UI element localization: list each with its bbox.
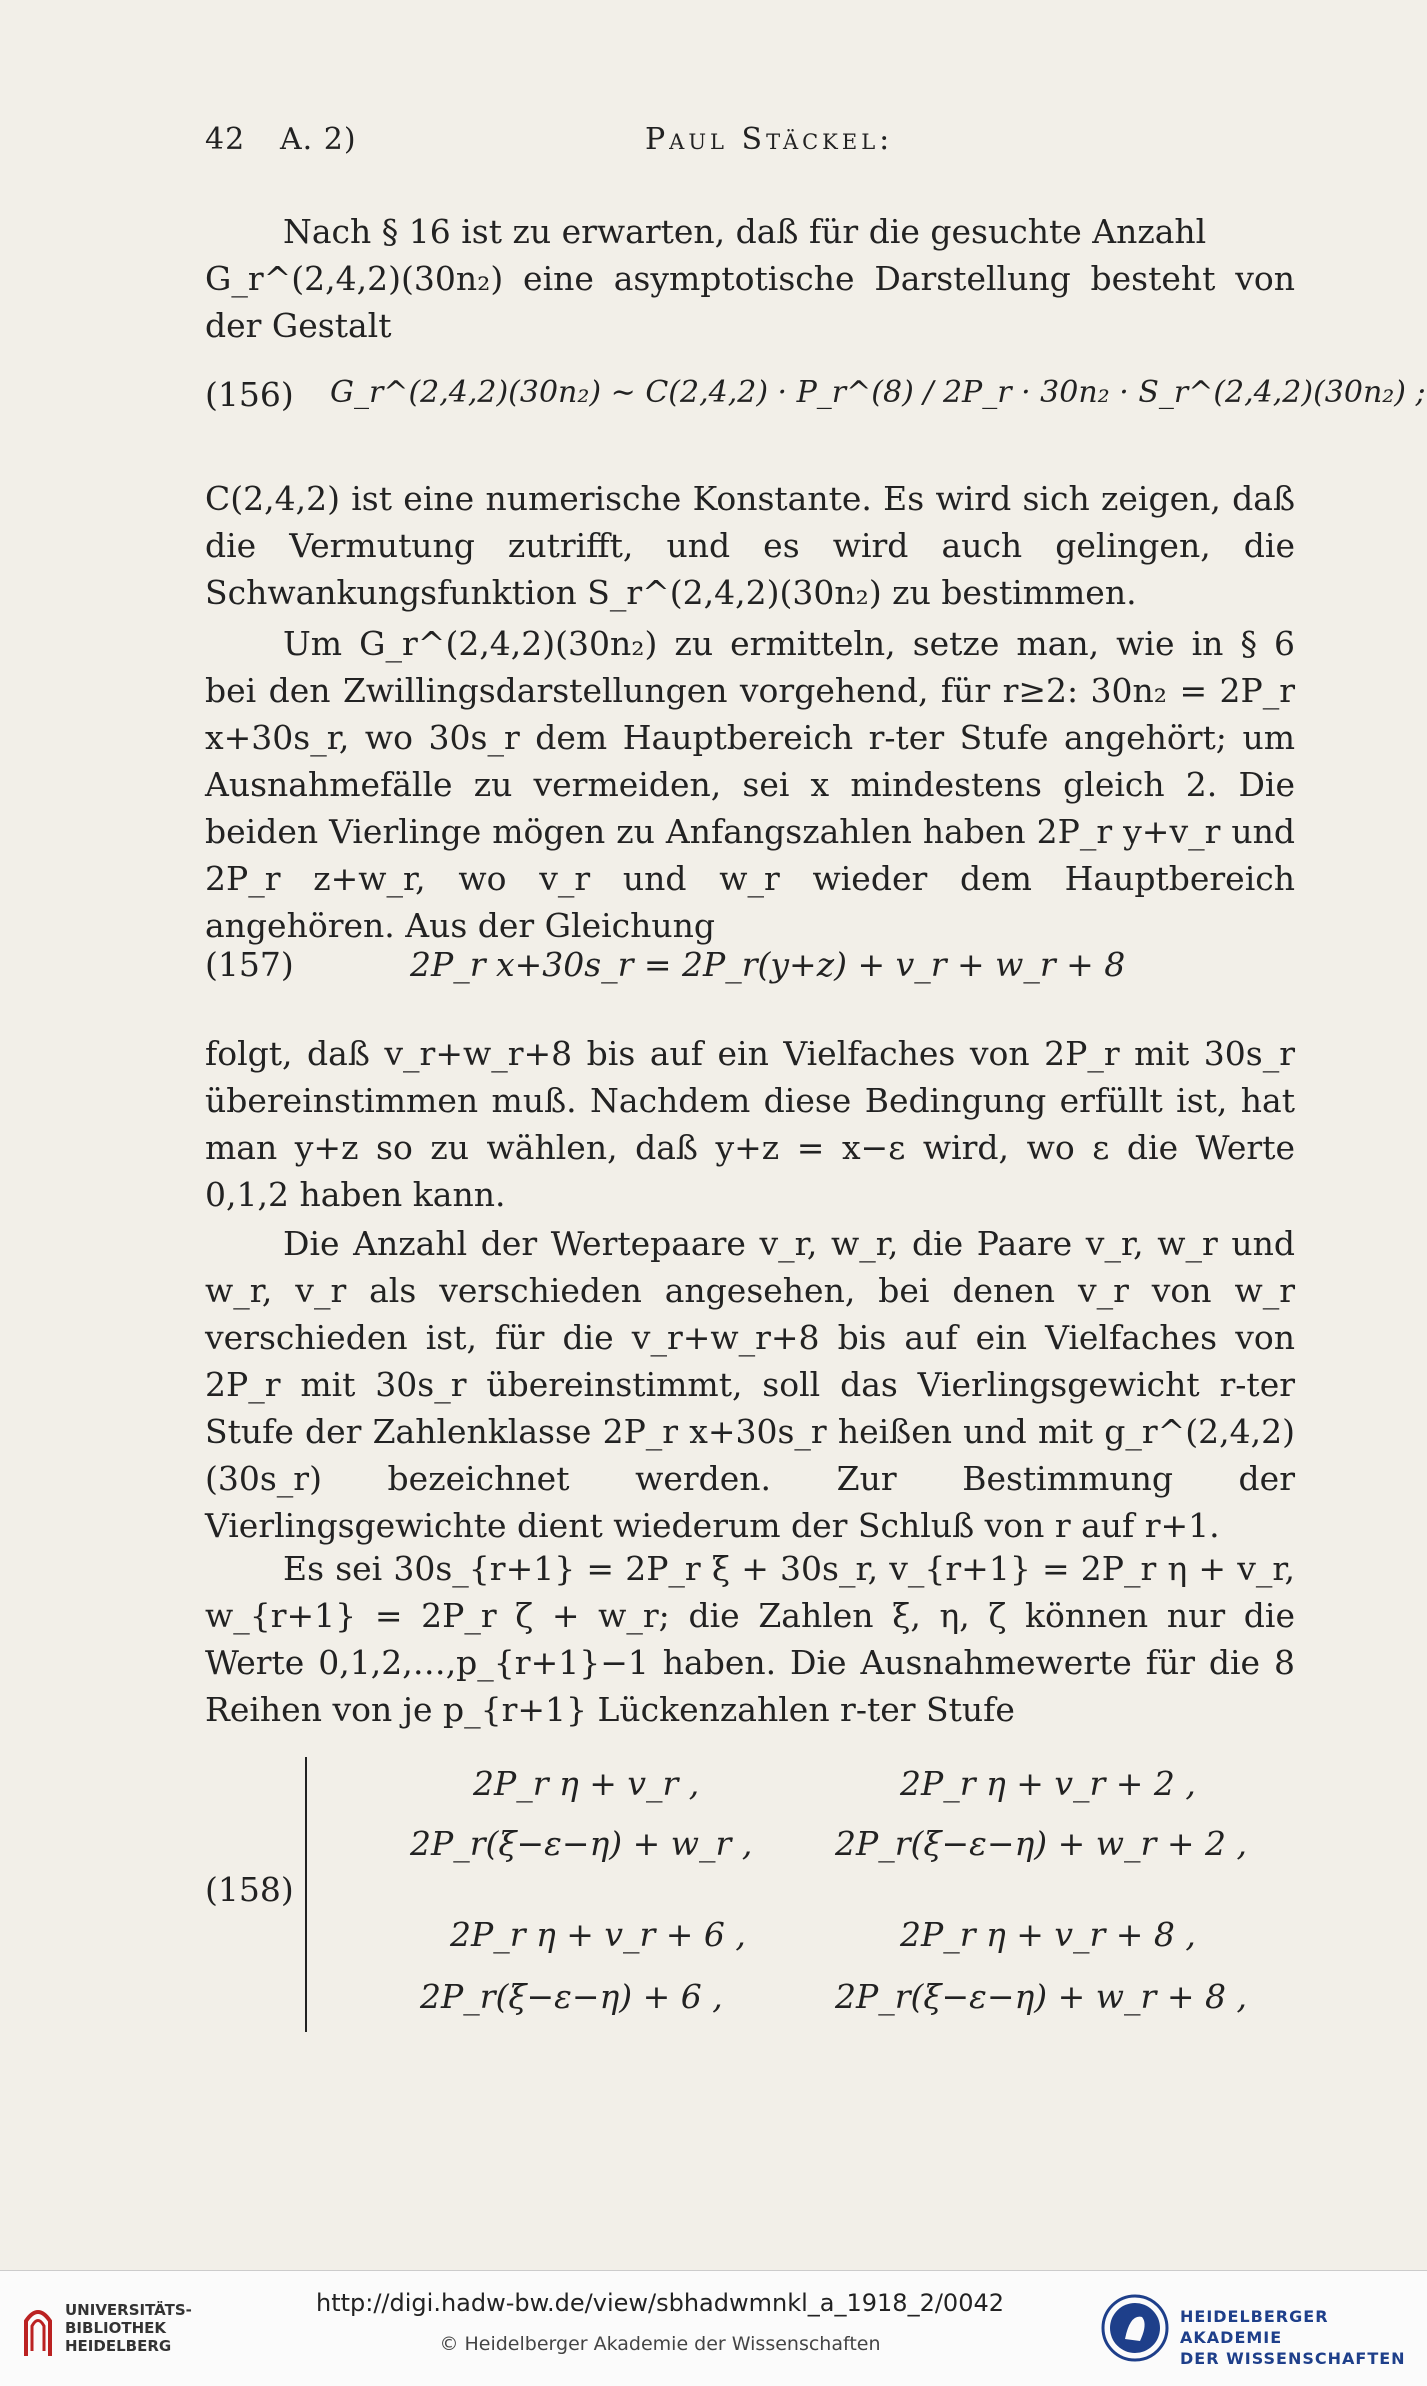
eq158-row1-right: 2P_r η + v_r + 2 , — [900, 1764, 1196, 1803]
academy-name: HEIDELBERGER AKADEMIE DER WISSENSCHAFTEN — [1180, 2307, 1406, 2368]
paragraph-1-line-1: Nach § 16 ist zu erwarten, daß für die gesuchte Anzahl — [283, 212, 1207, 251]
equation-156 — [205, 365, 1426, 445]
page-number: 42 — [205, 122, 246, 157]
paragraph-5-text: Die Anzahl der Wertepaare v_r, w_r, die Paare v_r, w_r und w_r, v_r als verschieden angesehen, bei denen v_r von w_r verschieden ist, für die v_r+w_r+8 bis auf ein Vielfaches von 2P_r mit 30s_r übereinstimmt, soll das Vierlingsgewicht r-ter Stufe der Zahlenklasse 2P_r x+30s_r heißen und mit g_r^(2,4,2)(30s_r) bezeichnet werden. Zur Bestimmung der Vierlingsgewichte dient wiederum der Schluß von r auf r+1. — [205, 1224, 1295, 1545]
eq158-row4-right: 2P_r(ξ−ε−η) + w_r + 8 , — [835, 1977, 1247, 2016]
equation-158-label: (158) — [205, 1870, 294, 1909]
equation-157-label: (157) — [205, 945, 294, 984]
equation-158 — [205, 1752, 1295, 2032]
section-label: A. 2) — [280, 122, 357, 157]
paragraph-4 — [205, 1030, 1295, 1218]
footer — [0, 2270, 1427, 2386]
equation-156-label: (156) — [205, 375, 294, 414]
equation-157-body: 2P_r x+30s_r = 2P_r(y+z) + v_r + w_r + 8 — [410, 945, 1126, 984]
paragraph-6-text: Es sei 30s_{r+1} = 2P_r ξ + 30s_r, v_{r+1} = 2P_r η + v_r, w_{r+1} = 2P_r ζ + w_r; die Zahlen ξ, η, ζ können nur die Werte 0,1,2,…,p_{r+1}−1 haben. Die Ausnahmewerte für die 8 Reihen von je p_{r+1} Lückenzahlen r-ter Stufe — [205, 1549, 1295, 1729]
eq158-row4-left: 2P_r(ξ−ε−η) + 6 , — [420, 1977, 723, 2016]
paragraph-2-text: C(2,4,2) ist eine numerische Konstante. Es wird sich zeigen, daß die Vermutung zutrifft, und es wird auch gelingen, die Schwankungsfunktion S_r^(2,4,2)(30n₂) zu bestimmen. — [205, 479, 1295, 612]
copyright-notice: © Heidelberger Akademie der Wissenschaften — [439, 2333, 881, 2355]
equation-157 — [205, 940, 1295, 1020]
eq158-row3-right: 2P_r η + v_r + 8 , — [900, 1915, 1196, 1954]
paragraph-1 — [205, 208, 1295, 349]
paragraph-5 — [205, 1220, 1295, 1549]
paragraph-2 — [205, 475, 1295, 616]
eq158-row2-left: 2P_r(ξ−ε−η) + w_r , — [410, 1824, 753, 1863]
paragraph-4-text: folgt, daß v_r+w_r+8 bis auf ein Vielfaches von 2P_r mit 30s_r übereinstimmen muß. Nachdem diese Bedingung erfüllt ist, hat man y+z so zu wählen, daß y+z = x−ε wird, wo ε die Werte 0,1,2 haben kann. — [205, 1034, 1295, 1214]
eq158-row2-right: 2P_r(ξ−ε−η) + w_r + 2 , — [835, 1824, 1247, 1863]
paragraph-3 — [205, 620, 1295, 949]
paragraph-3-text: Um G_r^(2,4,2)(30n₂) zu ermitteln, setze man, wie in § 6 bei den Zwillingsdarstellungen vorgehend, für r≥2: 30n₂ = 2P_r x+30s_r, wo 30s_r dem Hauptbereich r-ter Stufe angehört; um Ausnahmefälle zu vermeiden, sei x mindestens gleich 2. Die beiden Vierlinge mögen zu Anfangszahlen haben 2P_r y+v_r und 2P_r z+w_r, wo v_r und w_r wieder dem Hauptbereich angehören. Aus der Gleichung — [205, 624, 1295, 945]
university-library-logo-icon — [18, 2301, 58, 2361]
equation-158-bracket — [305, 1757, 307, 2032]
academy-seal-icon — [1100, 2289, 1170, 2367]
equation-156-body: G_r^(2,4,2)(30n₂) ∼ C(2,4,2) · P_r^(8) / 2P_r · 30n₂ · S_r^(2,4,2)(30n₂) ; — [330, 375, 1426, 410]
eq158-row1-left: 2P_r η + v_r , — [473, 1764, 700, 1803]
permalink-url[interactable]: http://digi.hadw-bw.de/view/sbhadwmnkl_a_1918_2/0042 — [315, 2289, 1005, 2317]
university-library-name: UNIVERSITÄTS- BIBLIOTHEK HEIDELBERG — [65, 2301, 192, 2355]
paragraph-6 — [205, 1545, 1295, 1733]
author-name: Paul Stäckel: — [645, 122, 894, 157]
paragraph-1-line-2: G_r^(2,4,2)(30n₂) eine asymptotische Darstellung besteht von der Gestalt — [205, 259, 1295, 345]
eq158-row3-left: 2P_r η + v_r + 6 , — [450, 1915, 746, 1954]
